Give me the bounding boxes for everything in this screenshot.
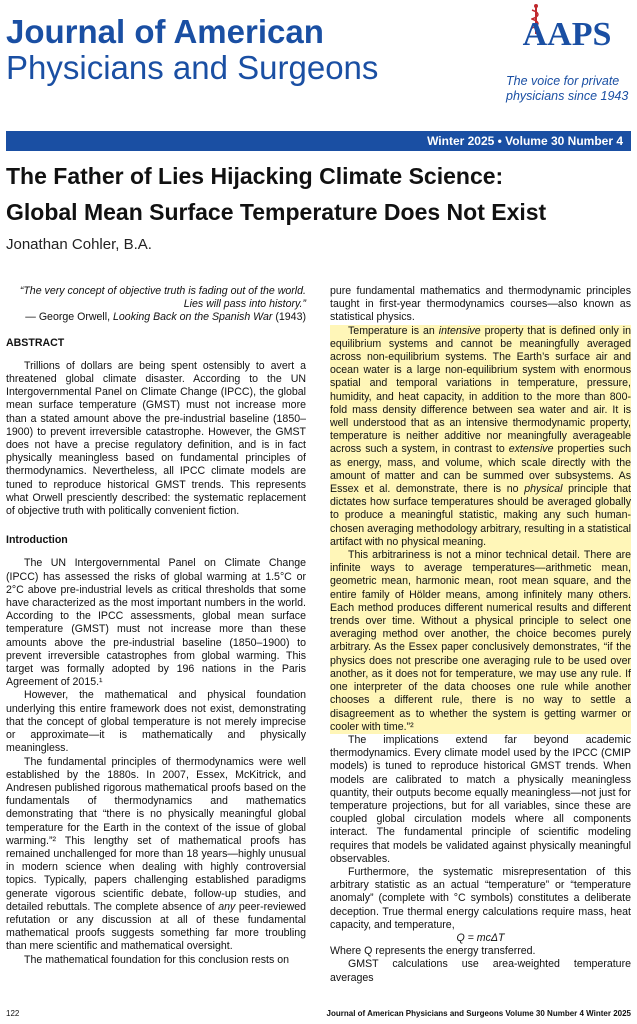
abstract-heading: ABSTRACT [6,336,65,349]
body-paragraph: pure fundamental mathematics and thermodynamic principles taught in first-year thermodynamics courses—also known as statistical physics. [330,285,631,324]
body-paragraph: The implications extend far beyond academic thermodynamics. Every climate model used by the IPCC (CMIP models) is tuned to reproduce historical GMST trends. When models are calibrated to match a physically meaningless quantity, their outputs become equally meaningless—not just for temperature projections, but for all variables, since these are coupled global circulation models where all components interact. The fundamental principle of scientific modeling requires that models be validated against physically meaningful observables. [330,733,631,865]
body-paragraph: GMST calculations use area-weighted temperature averages [330,958,631,984]
body-paragraph: Where Q represents the energy transferred. [330,945,536,958]
title-line1: The Father of Lies Hijacking Climate Science: [6,163,504,189]
issue-banner: Winter 2025 • Volume 30 Number 4 [6,131,631,151]
intro-paragraph: However, the mathematical and physical foundation underlying this entire framework does not exist, demonstrating that the concept of global temperature is not merely imprecise or approximate—it is mathematically and physically meaningless. [6,689,306,755]
intro-paragraph: The UN Intergovernmental Panel on Climate Change (IPCC) has assessed the risks of global warming at 1.5°C or 2°C above pre-industrial levels as critical thresholds that some have characterized as the most important numbers in the world. According to the IPCC assessments, global mean surface temperature (GMST) must not increase more than these amounts above the pre-industrial baseline (1850–1900) to prevent irreversible catastrophes from global warming. This target was formally adopted by 196 nations in the Paris Agreement of 2015.¹ [6,557,306,689]
footer-journal: Journal of American Physicians and Surgeons Volume 30 Number 4 Winter 2025 [326,1009,631,1018]
intro-heading: Introduction [6,534,68,547]
page-number: 122 [6,1009,20,1018]
p1d: principle that dictates how surface temperatures should be averaged globally to produce a meaningful statistic, making any such human-chosen averaging methodology arbitrary, resulting in a statistical artifact with no physical meaning. [330,483,631,548]
intro-p3b: peer-reviewed refutation or any discussion at all of these fundamental mathematical proofs suggests something far more troubling than mere scientific and mathematical oversight. [6,900,307,953]
p1c: properties such as energy, mass, and volume, which scale directly with the amount of matter and can be summed over subsystems. As Essex et al. demonstrate, there is no [330,443,631,496]
p1a: Temperature is an [348,324,439,337]
intro-paragraph: The mathematical foundation for this conclusion rests on [24,953,289,966]
body-paragraph: Furthermore, the systematic misrepresentation of this arbitrary statistic as an actual “temperature” or “temperature anomaly” (complete with °C symbols) constitutes a deliberate deception. True thermal energy calculations require mass, heat capacity, and temperature, [330,865,631,931]
attribution-prefix: — George Orwell, [25,311,114,324]
p1b: property that is defined only in equilibrium systems and cannot be meaningfully averaged across non-equilibrium systems. The Earth’s surface air and ocean water is a large non-equilibrium system with enormous spatial and temporal variations in temperature, pressure, humidity, and heat capacity, in addition to the more than 800-fold mass density difference between sea water and air. It is well understood that as an intensive thermodynamic property, temperature is neither additive nor meaningfully averageable across such a system, in contrast to [330,324,632,456]
p1-emphasis-physical: physical [524,483,563,496]
journal-title-line1: Journal of American [6,13,324,50]
author: Jonathan Cohler, B.A. [6,236,152,253]
equation: Q = mcΔT [456,931,505,944]
logo-tagline [506,74,634,104]
epigraph [6,285,306,325]
intro-paragraph [6,756,306,954]
epigraph-line2: Lies will pass into history.” [183,298,306,311]
journal-title-line2: Physicians and Surgeons [6,49,379,86]
journal-title [6,14,486,86]
tagline-line2: physicians since 1943 [506,89,629,103]
highlighted-paragraph: This arbitrariness is not a minor technical detail. There are infinite ways to average temperatures—arithmetic mean, geometric mean, harmonic mean, root mean square, and the entire family of Hölder means, among infinitely many others. Each method produces different numerical results and different trends over time. Without a physical principle to select one averaging method over another, the choice becomes purely arbitrary. As the Essex paper conclusively demonstrates, “if the physics does not prescribe one averaging rule to be used over another, as it does not for temperature, we may use any rule. If one interpreter of the data chooses one rule while another chooses a different rule, there is no way to settle a disagreement as to whether the system is getting warmer or cooler with time.”² [330,549,631,733]
intro-p3a: The fundamental principles of thermodynamics were well established by the 1880s. In 2007, Essex, McKitrick, and Andresen published rigorous mathematical proofs based on the fundamentals of thermodynamics and mathematics demonstrating that “there is no physically meaningful global temperature for the Earth in the context of the issue of global warming.”² This lengthy set of mathematical proofs has remained unchallenged for more than 18 years—highly unusual in modern science when dealing with highly controversial topics. Typically, papers challenging established paradigms generate vigorous scientific debate, follow-up studies, and detailed rebuttals. The complete absence of [6,755,306,913]
p1-emphasis-extensive: extensive [508,443,554,456]
epigraph-line1: “The very concept of objective truth is fading out of the world. [19,285,306,297]
abstract-text: Trillions of dollars are being spent ostensibly to avert a threatened global climate disaster. According to the UN Intergovernmental Panel on Climate Change (IPCC), the global mean surface temperature (GMST) must not increase more than a stated amount above the pre-industrial baseline (1850–1900) to prevent irreversible catastrophe. However, the GMST does not have a precise regulatory definition, and is in fact physically meaningless based on fundamental principles of thermodynamics. Nevertheless, all IPCC climate models are tuned to reproduce historical GMST trends. This represents what Orwell presciently described: the systematic replacement of objective truth with politically convenient fiction. [6,359,306,518]
right-column [330,285,631,985]
attribution-title: Looking Back on the Spanish War [113,311,273,324]
logo-text: AAPS [522,16,612,53]
intro-p3-emphasis: any [218,900,236,913]
article-title [6,158,634,230]
epigraph-attribution [6,311,306,324]
left-column [6,285,306,967]
tagline-line1: The voice for private [506,74,620,88]
attribution-year: (1943) [272,311,306,324]
p1-emphasis-intensive: intensive [438,324,481,337]
title-line2: Global Mean Surface Temperature Does Not Exist [6,199,547,225]
aaps-logo [500,4,634,114]
highlighted-paragraph [330,325,631,549]
